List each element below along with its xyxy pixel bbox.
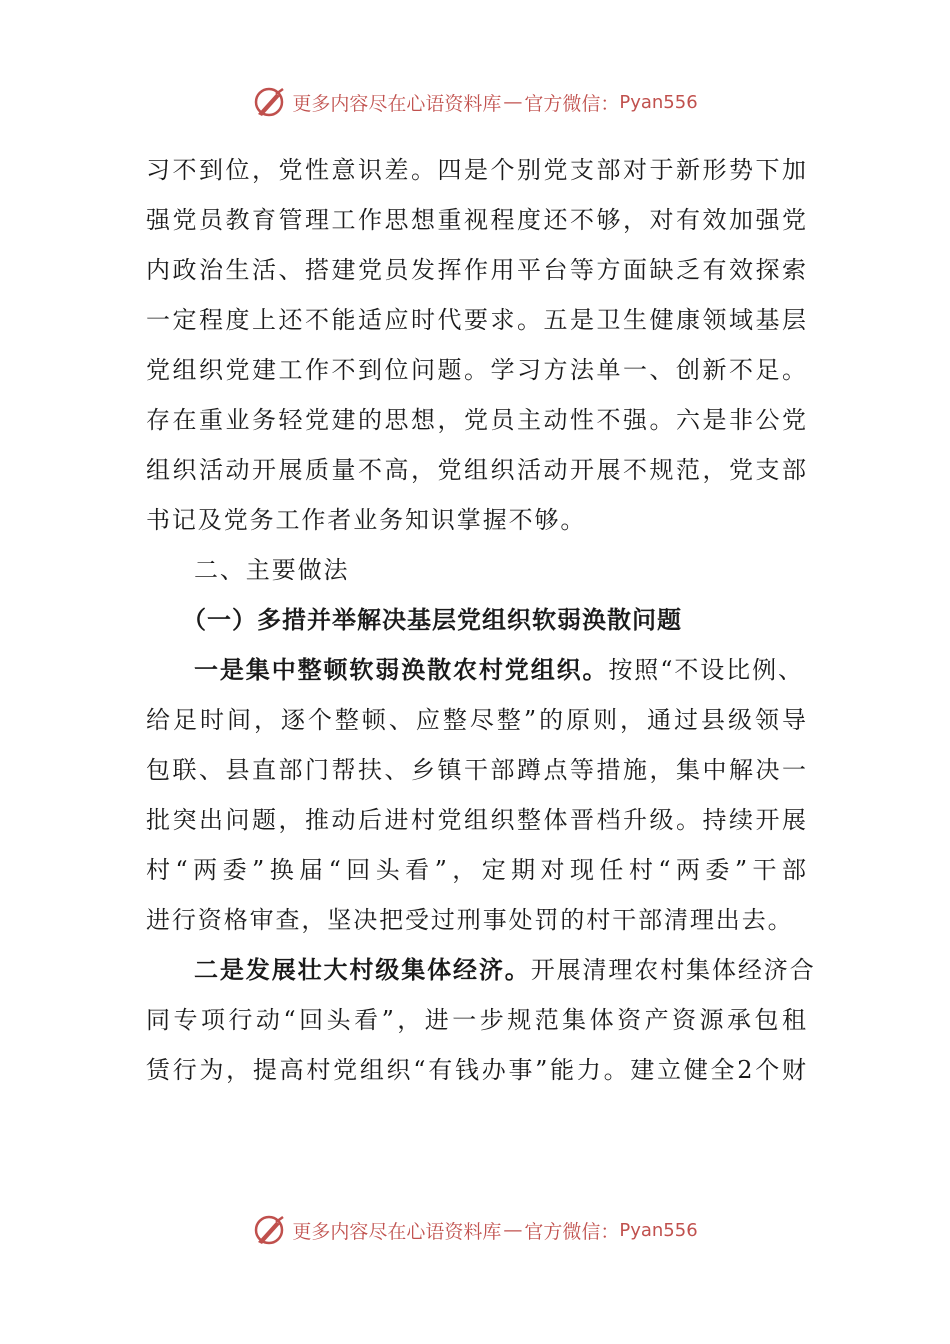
paragraph-text: 按照“不设比例、: [608, 656, 804, 684]
body-line: 习不到位，党性意识差。四是个别党支部对于新形势下加: [146, 156, 806, 184]
pen-logo-icon: [252, 85, 286, 119]
body-line: 党组织党建工作不到位问题。学习方法单一、创新不足。: [146, 356, 806, 384]
watermark-separator: —: [503, 1219, 523, 1241]
pen-logo-icon: [252, 1213, 286, 1247]
paragraph-first-line: [146, 945, 816, 995]
body-line: 批突出问题，推动后进村党组织整体晋档升级。持续开展: [146, 806, 806, 834]
footer-watermark: [0, 1210, 950, 1250]
body-line: 一定程度上还不能适应时代要求。五是卫生健康领域基层: [146, 306, 806, 334]
body-line: 内政治生活、搭建党员发挥作用平台等方面缺乏有效探索: [146, 256, 806, 284]
watermark-text: 更多内容尽在心语资料库: [292, 92, 502, 115]
wechat-id: Pyan556: [619, 1219, 698, 1241]
paragraph-first-line: [146, 645, 806, 695]
body-line: 村“两委”换届“回头看”，定期对现任村“两委”干部: [146, 856, 806, 884]
document-body: [146, 145, 816, 1095]
wechat-id: Pyan556: [619, 91, 698, 113]
subsection-heading: （一）多措并举解决基层党组织软弱涣散问题: [182, 605, 682, 634]
paragraph-lead: 一是集中整顿软弱涣散农村党组织。: [194, 655, 609, 684]
paragraph-text: 开展清理农村集体经济合: [530, 956, 816, 984]
paragraph-lead: 二是发展壮大村级集体经济。: [194, 955, 531, 984]
body-line: 存在重业务轻党建的思想，党员主动性不强。六是非公党: [146, 406, 806, 434]
body-line: 组织活动开展质量不高，党组织活动开展不规范，党支部: [146, 456, 806, 484]
wechat-label: 官方微信：: [524, 1220, 620, 1243]
body-line: 强党员教育管理工作思想重视程度还不够，对有效加强党: [146, 206, 806, 234]
body-line: 进行资格审查，坚决把受过刑事处罚的村干部清理出去。: [146, 906, 794, 934]
section-heading: 二、主要做法: [194, 556, 350, 584]
wechat-label: 官方微信：: [524, 92, 620, 115]
body-line: 同专项行动“回头看”，进一步规范集体资产资源承包租: [146, 1006, 806, 1034]
body-line: 书记及党务工作者业务知识掌握不够。: [146, 506, 587, 534]
body-line: 给足时间，逐个整顿、应整尽整”的原则，通过县级领导: [146, 706, 806, 734]
watermark-separator: —: [503, 91, 523, 113]
body-line: 赁行为，提高村党组织“有钱办事”能力。建立健全2个财: [146, 1056, 806, 1084]
watermark-text: 更多内容尽在心语资料库: [292, 1220, 502, 1243]
header-watermark: [0, 82, 950, 122]
body-line: 包联、县直部门帮扶、乡镇干部蹲点等措施，集中解决一: [146, 756, 806, 784]
